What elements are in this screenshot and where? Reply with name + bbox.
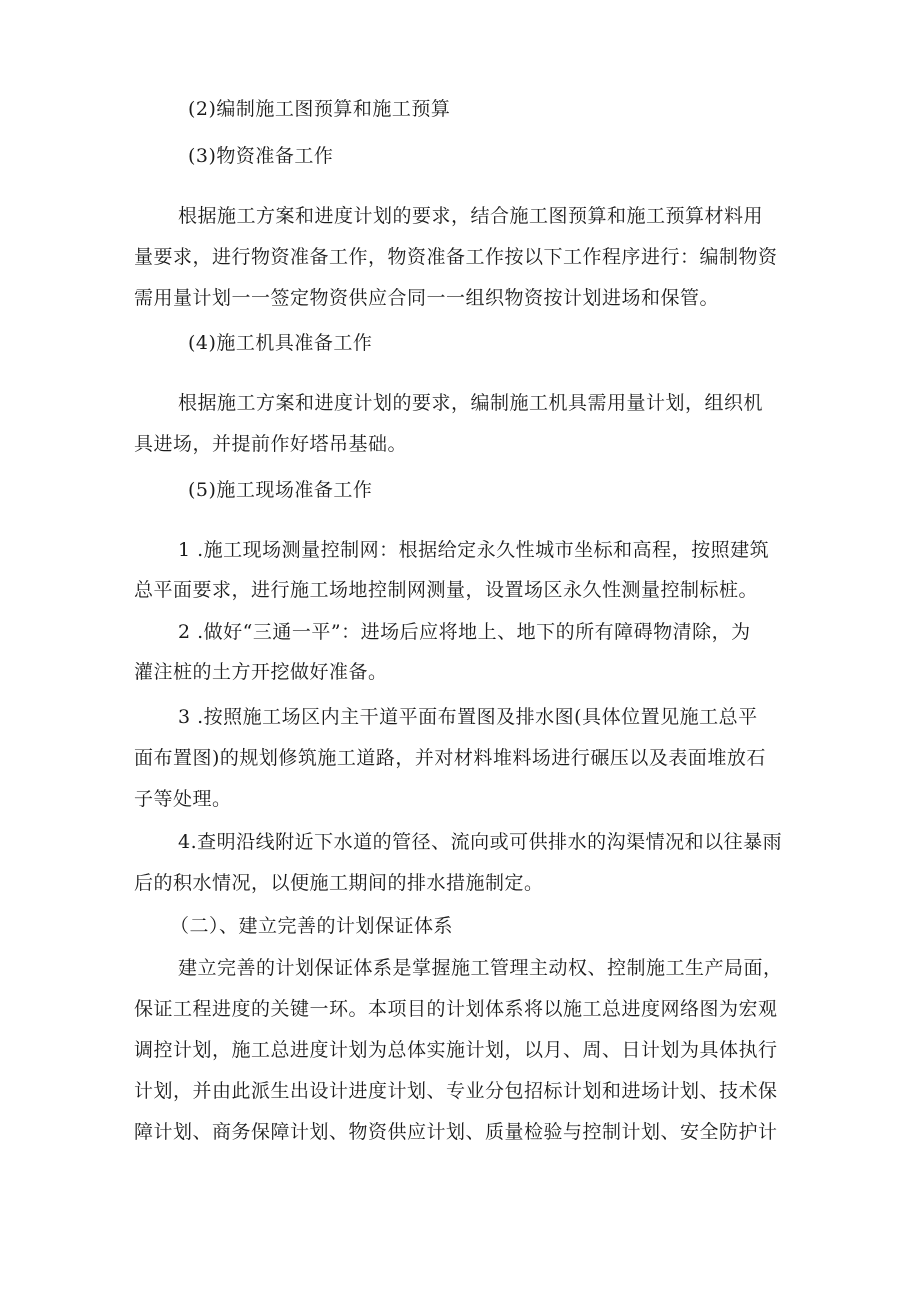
item-2-line-2: 灌注桩的土方开挖做好准备。	[134, 661, 388, 683]
heading-machinery-prep: (4)施工机具准备工作	[188, 332, 373, 354]
para-materials-line-1: 根据施工方案和进度计划的要求，结合施工图预算和施工预算材料用	[178, 205, 764, 227]
heading-site-prep: (5)施工现场准备工作	[188, 479, 373, 501]
item-4-line-1: 4.查明沿线附近下水道的管径、流向或可供排水的沟渠情况和以往暴雨	[178, 831, 783, 853]
heading-prep-budget: (2)编制施工图预算和施工预算	[188, 98, 451, 120]
item-2-line-1: 2 .做好“三通一平”：进场后应将地上、地下的所有障碍物清除，为	[178, 621, 751, 643]
item-1-line-1: 1 .施工现场测量控制网：根据给定永久性城市坐标和高程，按照建筑	[178, 539, 770, 561]
item-3-line-1: 3 .按照施工场区内主干道平面布置图及排水图(具体位置见施工总平	[178, 706, 758, 728]
item-3-line-3: 子等处理。	[134, 788, 232, 810]
section-plan-heading: （二）、建立完善的计划保证体系	[170, 915, 454, 937]
para-plan-line-3: 调控计划，施工总进度计划为总体实施计划，以月、周、日计划为具体执行	[134, 1039, 778, 1061]
para-plan-line-4: 计划，并由此派生出设计进度计划、专业分包招标计划和进场计划、技术保	[134, 1080, 778, 1102]
para-machinery-line-2: 具进场，并提前作好塔吊基础。	[134, 433, 408, 455]
para-machinery-line-1: 根据施工方案和进度计划的要求，编制施工机具需用量计划，组织机	[178, 392, 764, 414]
item-4-line-2: 后的积水情况，以便施工期间的排水措施制定。	[134, 872, 544, 894]
heading-material-prep: (3)物资准备工作	[188, 145, 334, 167]
item-1-line-2: 总平面要求，进行施工场地控制网测量，设置场区永久性测量控制标桩。	[134, 579, 759, 601]
para-plan-line-2: 保证工程进度的关键一环。本项目的计划体系将以施工总进度网络图为宏观	[134, 998, 778, 1020]
para-plan-line-1: 建立完善的计划保证体系是掌握施工管理主动权、控制施工生产局面，	[178, 957, 783, 979]
para-plan-line-5: 障计划、商务保障计划、物资供应计划、质量检验与控制计划、安全防护计	[134, 1121, 778, 1143]
item-3-line-2: 面布置图)的规划修筑施工道路，并对材料堆料场进行碾压以及表面堆放石	[134, 747, 766, 769]
para-materials-line-2: 量要求，进行物资准备工作，物资准备工作按以下工作程序进行：编制物资	[134, 246, 778, 268]
para-materials-line-3: 需用量计划一一签定物资供应合同一一组织物资按计划进场和保管。	[134, 287, 720, 309]
